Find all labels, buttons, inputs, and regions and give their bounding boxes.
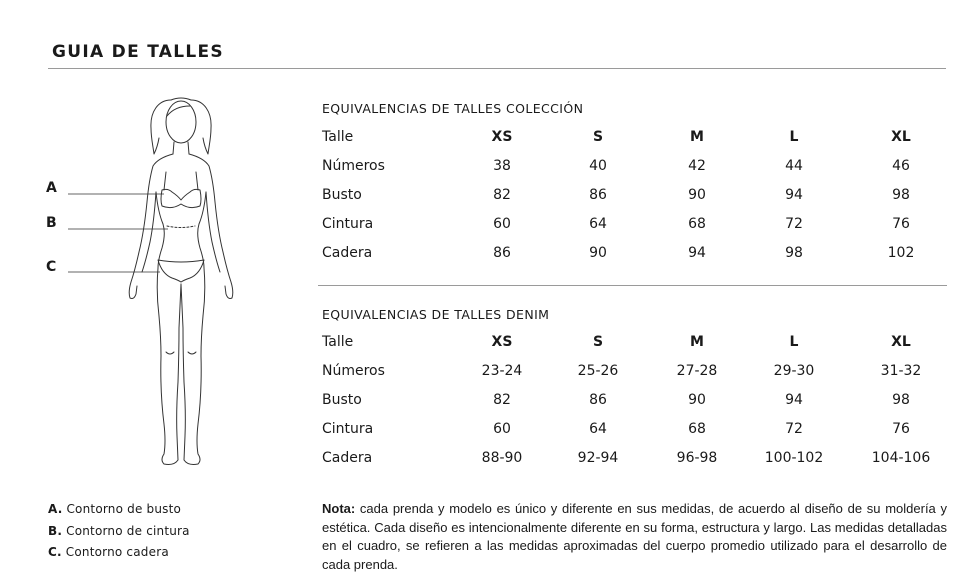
- legend-item: [48, 499, 190, 521]
- table-cell: 90: [688, 392, 706, 408]
- table-cell: 82: [493, 187, 511, 203]
- table-row: [322, 152, 946, 181]
- table-row: [322, 357, 946, 386]
- size-header: M: [690, 334, 704, 350]
- marker-a: A: [46, 180, 57, 196]
- table-cell: 64: [589, 216, 607, 232]
- table-cell: 90: [688, 187, 706, 203]
- table-cell: 94: [785, 187, 803, 203]
- table-cell: 38: [493, 158, 511, 174]
- marker-c: C: [46, 259, 57, 275]
- collection-table-title: EQUIVALENCIAS DE TALLES COLECCIÓN: [322, 101, 584, 116]
- legend-text: Contorno cadera: [61, 545, 169, 559]
- marker-b: B: [46, 215, 57, 231]
- size-header: S: [592, 334, 604, 350]
- table-cell: 68: [688, 216, 706, 232]
- row-label: Números: [322, 158, 385, 174]
- size-header: XL: [891, 334, 911, 350]
- table-row: [322, 328, 946, 357]
- table-cell: 86: [589, 392, 607, 408]
- table-cell: 76: [892, 421, 910, 437]
- size-note: [322, 500, 947, 574]
- table-cell: 98: [892, 392, 910, 408]
- table-cell: 72: [785, 421, 803, 437]
- table-cell: 102: [887, 245, 915, 261]
- collection-size-table: [322, 123, 946, 268]
- row-label: Busto: [322, 392, 362, 408]
- table-cell: 94: [785, 392, 803, 408]
- size-header: S: [592, 129, 604, 145]
- table-row: [322, 415, 946, 444]
- table-cell: 40: [589, 158, 607, 174]
- table-row: [322, 123, 946, 152]
- size-header: XS: [491, 129, 513, 145]
- legend-text: Contorno de busto: [62, 502, 182, 516]
- table-row: [322, 386, 946, 415]
- table-row: [322, 181, 946, 210]
- size-header: XS: [491, 334, 513, 350]
- page-title: GUIA DE TALLES: [52, 42, 224, 62]
- body-figure-illustration: [40, 92, 280, 477]
- legend-item: [48, 542, 190, 564]
- table-cell: 92-94: [577, 450, 619, 466]
- table-cell: 82: [493, 392, 511, 408]
- table-cell: 60: [493, 421, 511, 437]
- note-label: Nota:: [322, 501, 356, 516]
- title-divider: [48, 68, 946, 69]
- table-cell: 90: [589, 245, 607, 261]
- table-cell: 46: [892, 158, 910, 174]
- legend-item: [48, 521, 190, 543]
- size-header: L: [789, 334, 799, 350]
- table-cell: 100-102: [764, 450, 824, 466]
- denim-table-title: EQUIVALENCIAS DE TALLES DENIM: [322, 307, 550, 322]
- table-cell: 64: [589, 421, 607, 437]
- table-cell: 94: [688, 245, 706, 261]
- size-header: M: [690, 129, 704, 145]
- table-cell: 25-26: [577, 363, 619, 379]
- table-cell: 44: [785, 158, 803, 174]
- legend-letter: A.: [48, 502, 63, 516]
- table-cell: 86: [589, 187, 607, 203]
- table-cell: 27-28: [676, 363, 718, 379]
- table-cell: 42: [688, 158, 706, 174]
- row-label: Talle: [322, 129, 354, 145]
- table-cell: 98: [892, 187, 910, 203]
- table-cell: 68: [688, 421, 706, 437]
- measurement-legend: [48, 499, 190, 564]
- row-label: Cintura: [322, 421, 374, 437]
- table-cell: 23-24: [481, 363, 523, 379]
- legend-letter: B.: [48, 523, 63, 538]
- row-label: Talle: [322, 334, 354, 350]
- legend-text: Contorno de cintura: [62, 523, 190, 538]
- table-cell: 98: [785, 245, 803, 261]
- row-label: Cadera: [322, 245, 373, 261]
- note-text: cada prenda y modelo es único y diferente en sus medidas, de acuerdo al diseño de su moldería y estética. Cada diseño es intencionalmente diferente en su forma, estructura y largo. Las medidas detalladas en el cuadro, se refieren a las medidas aproximadas del cuerpo promedio utilizado para el desarrollo de cada prenda.: [322, 501, 947, 572]
- table-cell: 88-90: [481, 450, 523, 466]
- size-header: XL: [891, 129, 911, 145]
- table-row: [322, 444, 946, 473]
- section-divider: [318, 285, 947, 286]
- table-cell: 96-98: [676, 450, 718, 466]
- table-cell: 29-30: [773, 363, 815, 379]
- table-row: [322, 210, 946, 239]
- table-cell: 31-32: [880, 363, 922, 379]
- table-cell: 76: [892, 216, 910, 232]
- legend-letter: C.: [48, 545, 62, 559]
- row-label: Busto: [322, 187, 362, 203]
- table-cell: 104-106: [871, 450, 931, 466]
- table-cell: 60: [493, 216, 511, 232]
- size-header: L: [789, 129, 799, 145]
- table-cell: 86: [493, 245, 511, 261]
- table-row: [322, 239, 946, 268]
- row-label: Cintura: [322, 216, 374, 232]
- denim-size-table: [322, 328, 946, 473]
- row-label: Cadera: [322, 450, 373, 466]
- row-label: Números: [322, 363, 385, 379]
- table-cell: 72: [785, 216, 803, 232]
